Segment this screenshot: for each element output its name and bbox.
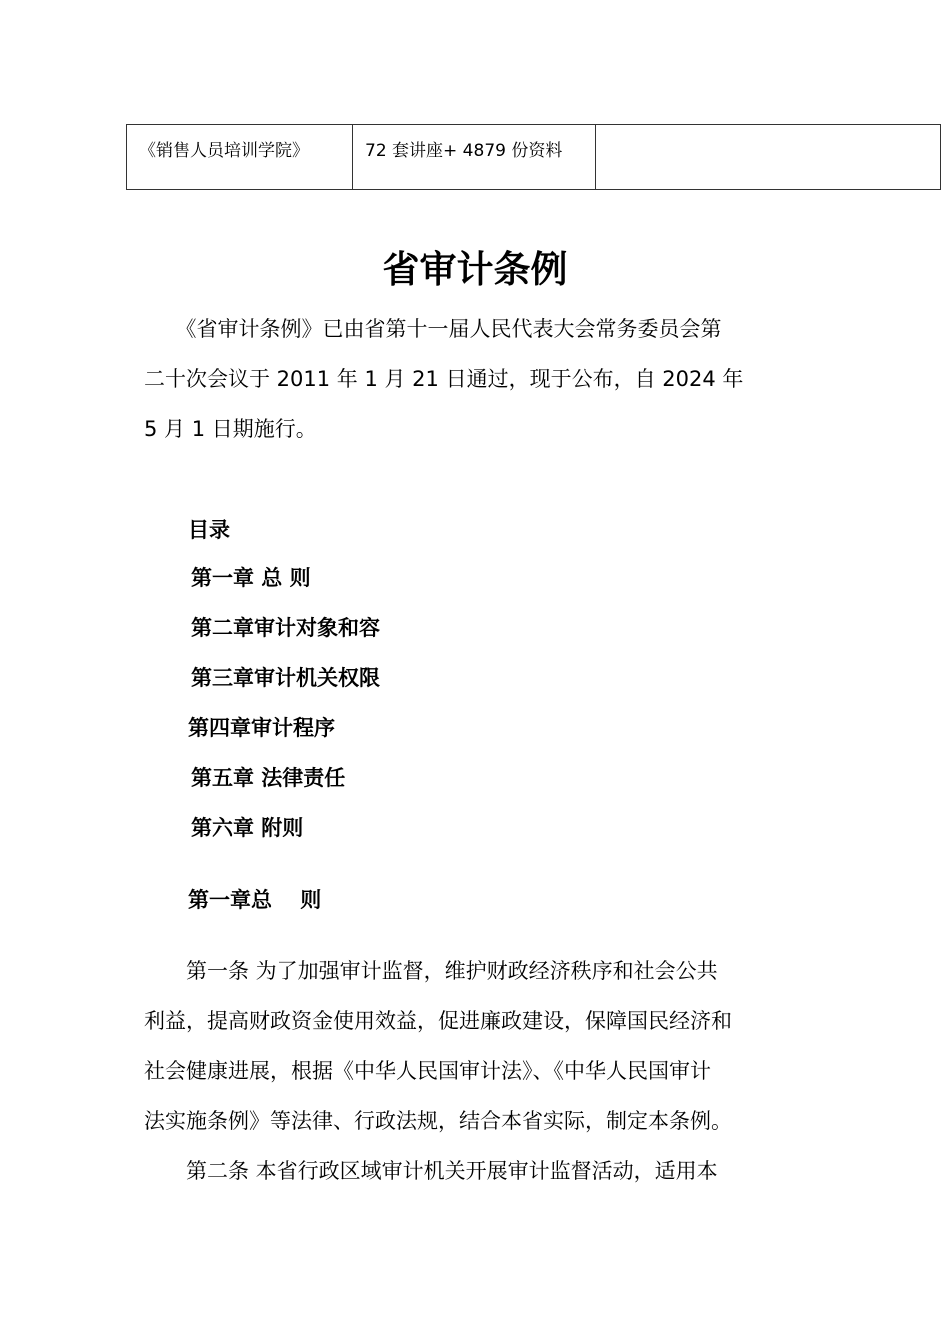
article-line: 利益，提高财政资金使用效益，促进廉政建设，保障国民经济和 — [144, 1009, 732, 1033]
table-row — [127, 125, 941, 190]
header-cell-course: 《销售人员培训学院》 — [127, 125, 353, 190]
article-line: 第二条 本省行政区域审计机关开展审计监督活动，适用本 — [144, 1159, 718, 1183]
header-cell-materials: 72 套讲座+ 4879 份资料 — [353, 125, 596, 190]
toc-item-chapter-6: 第六章 附则 — [191, 816, 304, 840]
intro-line: 《省审计条例》已由省第十一届人民代表大会常务委员会第 — [144, 317, 722, 341]
toc-item-chapter-3: 第三章审计机关权限 — [191, 666, 380, 690]
article-1-paragraph — [144, 946, 808, 1146]
header-table — [126, 124, 941, 190]
intro-line: 二十次会议于 2011 年 1 月 21 日通过，现于公布，自 2024 年 — [144, 367, 744, 391]
toc-item-chapter-5: 第五章 法律责任 — [191, 766, 346, 790]
article-line: 法实施条例》等法律、行政法规，结合本省实际，制定本条例。 — [144, 1109, 732, 1133]
document-title: 省审计条例 — [382, 248, 568, 291]
article-line: 社会健康进展，根据《中华人民国审计法》、《中华人民国审计 — [144, 1059, 711, 1083]
toc-item-chapter-1: 第一章 总 则 — [191, 566, 311, 590]
article-line: 第一条 为了加强审计监督，维护财政经济秩序和社会公共 — [144, 959, 718, 983]
toc-item-chapter-2: 第二章审计对象和容 — [191, 616, 380, 640]
article-2-paragraph — [144, 1146, 808, 1196]
chapter-1-heading: 第一章总 则 — [188, 888, 322, 912]
intro-line: 5 月 1 日期施行。 — [144, 417, 317, 441]
intro-paragraph — [144, 304, 808, 454]
toc-heading: 目录 — [188, 518, 230, 542]
header-cell-empty — [596, 125, 941, 190]
toc-item-chapter-4: 第四章审计程序 — [188, 716, 335, 740]
